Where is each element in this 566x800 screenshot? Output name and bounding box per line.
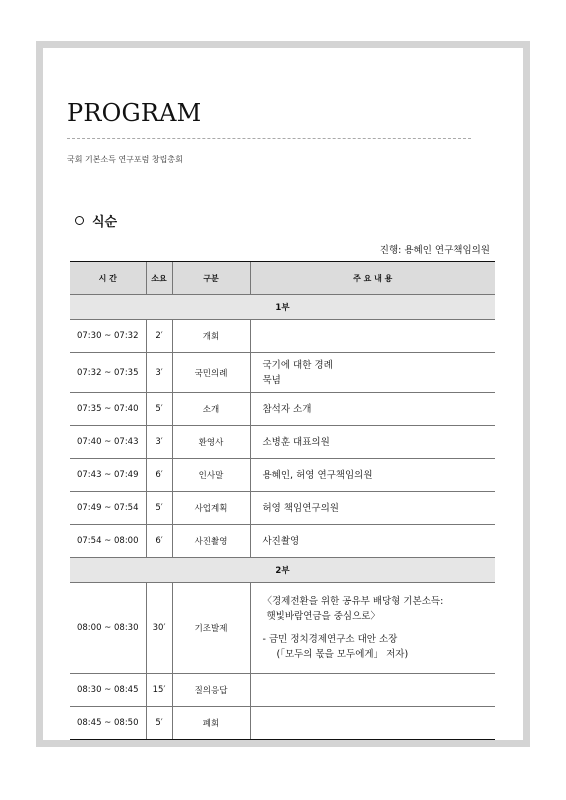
duration-cell: 5′ [146,492,172,525]
header-time: 시 간 [70,262,146,295]
page-frame [36,41,530,747]
duration-cell: 6′ [146,525,172,558]
content-line: 국기에 대한 경례 [262,359,333,371]
table-row [70,525,495,558]
event-subtitle: 국회 기본소득 연구포럼 창립총회 [67,155,183,164]
time-cell: 08:00 ~ 08:30 [70,583,146,674]
duration-cell: 15′ [146,674,172,707]
table-header-row [70,262,495,295]
content-cell [250,320,495,353]
content-line: 사진촬영 [262,535,300,547]
category-cell: 환영사 [172,426,250,459]
table-row [70,707,495,740]
time-cell: 07:54 ~ 08:00 [70,525,146,558]
duration-cell: 2′ [146,320,172,353]
table-row [70,320,495,353]
part-label: 1부 [70,295,495,320]
category-cell: 질의응답 [172,674,250,707]
table-row [70,492,495,525]
time-cell: 07:40 ~ 07:43 [70,426,146,459]
table-row [70,459,495,492]
content-cell [250,674,495,707]
category-cell: 개회 [172,320,250,353]
duration-cell: 5′ [146,393,172,426]
content-line: 〈경제전환을 위한 공유부 배당형 기본소득: [262,596,444,607]
category-cell: 사진촬영 [172,525,250,558]
section-title: 식순 [92,215,118,230]
table-row [70,674,495,707]
content-cell [250,459,495,492]
part-row [70,295,495,320]
table-row [70,393,495,426]
content-line: (「모두의 몫을 모두에게」 저자) [276,649,409,660]
content-cell [250,353,495,393]
category-cell: 국민의례 [172,353,250,393]
part-row [70,558,495,583]
category-cell: 사업계획 [172,492,250,525]
duration-cell: 6′ [146,459,172,492]
time-cell: 07:43 ~ 07:49 [70,459,146,492]
host-info: 진행: 용혜인 연구책임의원 [379,245,490,256]
content-cell [250,525,495,558]
category-cell: 폐회 [172,707,250,740]
duration-cell: 5′ [146,707,172,740]
document-page [43,48,523,740]
header-duration: 소요 [146,262,172,295]
content-line: 소병훈 대표의원 [262,436,330,448]
time-cell: 07:30 ~ 07:32 [70,320,146,353]
header-content: 주 요 내 용 [250,262,495,295]
duration-cell: 3′ [146,353,172,393]
content-line: 묵념 [262,374,281,386]
content-cell [250,426,495,459]
part-label: 2부 [70,558,495,583]
circle-bullet-icon [75,216,84,225]
time-cell: 07:35 ~ 07:40 [70,393,146,426]
content-line: 참석자 소개 [262,403,312,415]
category-cell: 인사말 [172,459,250,492]
duration-cell: 3′ [146,426,172,459]
category-cell: 소개 [172,393,250,426]
title-divider [67,138,471,139]
header-category: 구분 [172,262,250,295]
table-row [70,426,495,459]
content-cell [250,707,495,740]
duration-cell: 30′ [146,583,172,674]
content-line: 허영 책임연구의원 [262,502,339,514]
program-table [70,261,495,740]
category-cell: 기조발제 [172,583,250,674]
content-cell [250,393,495,426]
content-cell [250,583,495,674]
content-cell [250,492,495,525]
content-line: 용혜인, 허영 연구책임의원 [262,469,373,481]
time-cell: 07:49 ~ 07:54 [70,492,146,525]
page-title: PROGRAM [67,99,202,127]
time-cell: 08:30 ~ 08:45 [70,674,146,707]
section-heading [75,211,117,230]
time-cell: 08:45 ~ 08:50 [70,707,146,740]
content-line: - 금민 정치경제연구소 대안 소장 [262,634,398,645]
table-row [70,353,495,393]
content-line: 햇빛바람연금을 중심으로〉 [266,611,380,622]
table-row [70,583,495,674]
time-cell: 07:32 ~ 07:35 [70,353,146,393]
